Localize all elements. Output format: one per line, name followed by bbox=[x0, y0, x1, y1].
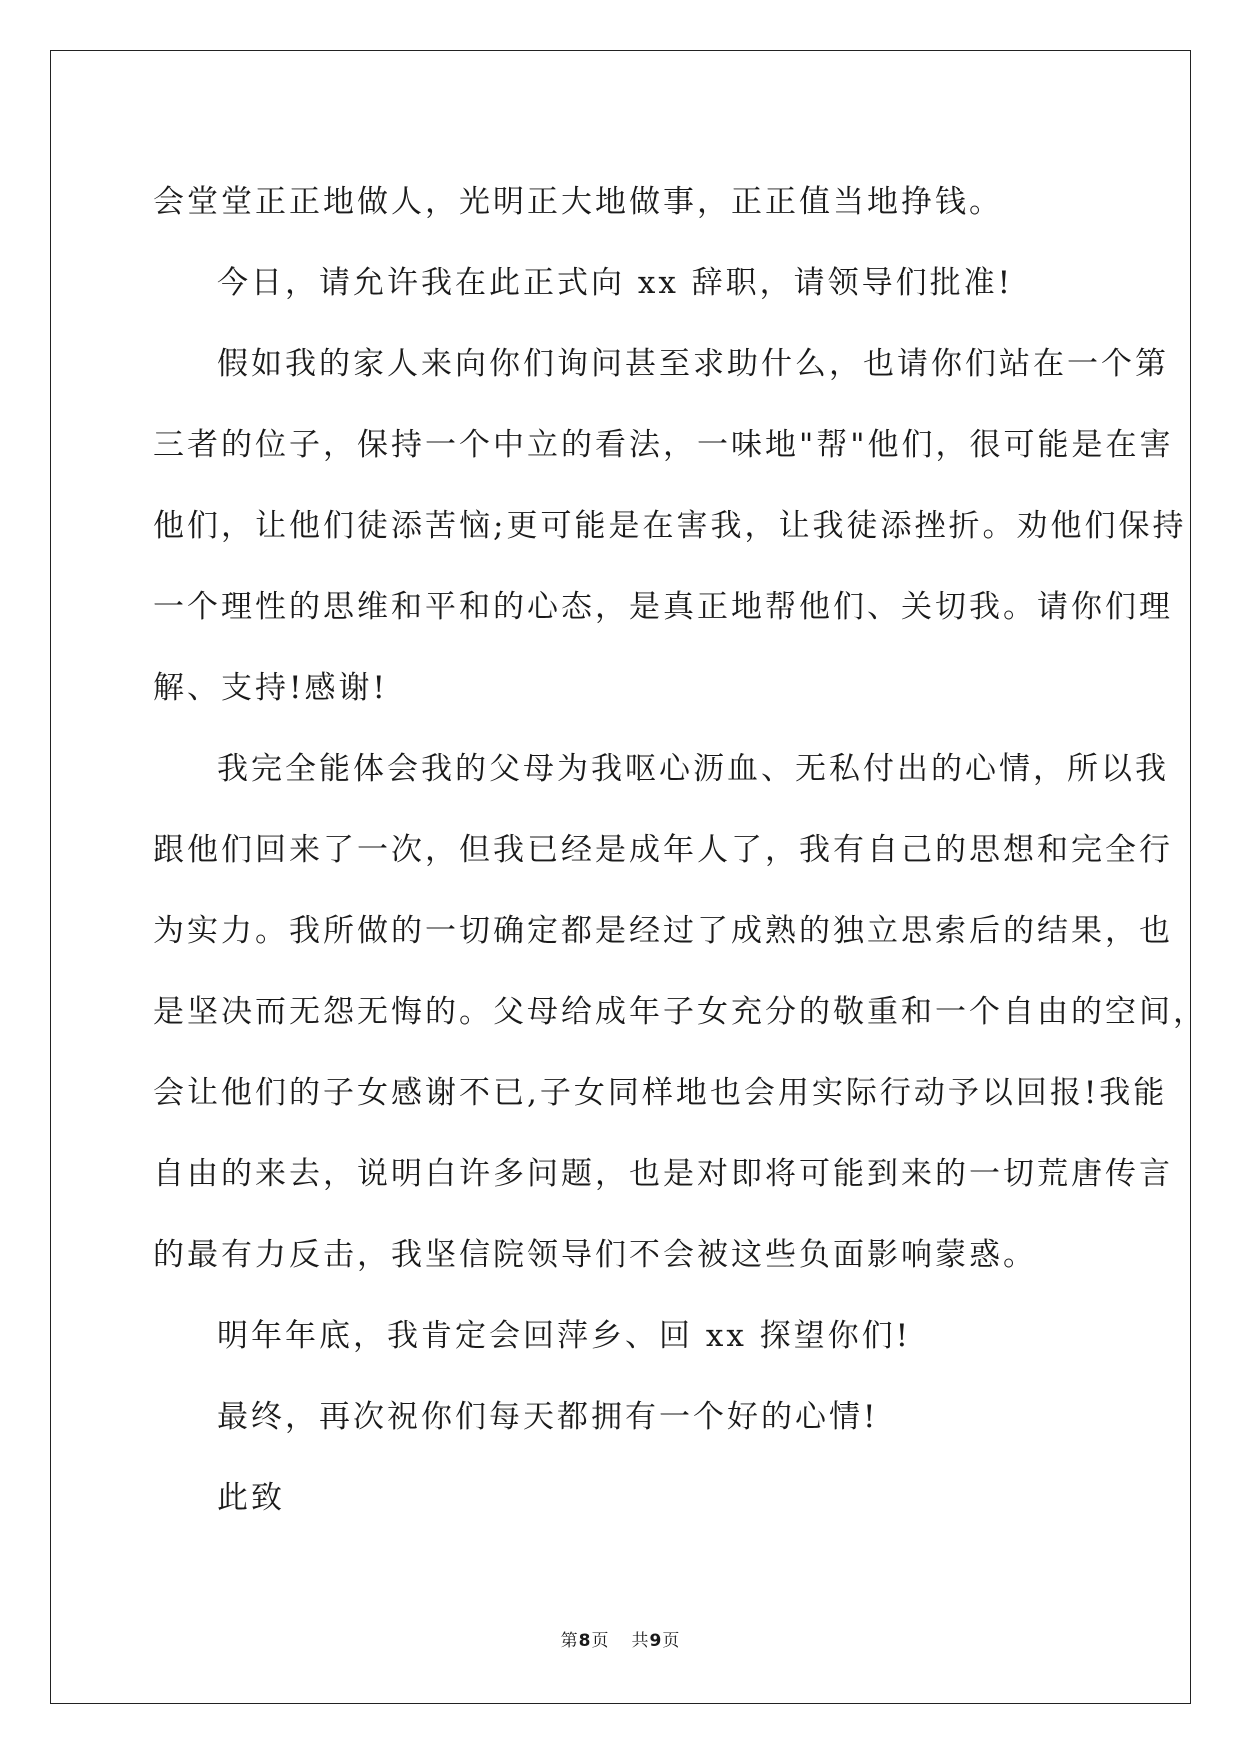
text-line: 今日，请允许我在此正式向 xx 辞职，请领导们批准! bbox=[217, 265, 1014, 301]
text-line: 明年年底，我肯定会回萍乡、回 xx 探望你们! bbox=[217, 1318, 912, 1354]
page-footer bbox=[0, 1626, 1241, 1651]
text-line: 他们，让他们徒添苦恼;更可能是在害我，让我徒添挫折。劝他们保持 bbox=[153, 508, 1187, 544]
text-line: 会让他们的子女感谢不已,子女同样地也会用实际行动予以回报!我能 bbox=[153, 1075, 1168, 1111]
page-prefix: 第 bbox=[560, 1631, 579, 1651]
text-line: 会堂堂正正地做人，光明正大地做事，正正值当地挣钱。 bbox=[153, 184, 1003, 220]
text-line: 假如我的家人来向你们询问甚至求助什么，也请你们站在一个第 bbox=[217, 346, 1169, 382]
text-line: 一个理性的思维和平和的心态，是真正地帮他们、关切我。请你们理 bbox=[153, 589, 1173, 625]
page-number: 8 bbox=[578, 1631, 592, 1651]
page-suffix: 页 bbox=[591, 1631, 610, 1651]
text-line: 为实力。我所做的一切确定都是经过了成熟的独立思索后的结果，也 bbox=[153, 913, 1173, 949]
text-line: 三者的位子，保持一个中立的看法，一味地"帮"他们，很可能是在害 bbox=[153, 427, 1174, 463]
text-line: 我完全能体会我的父母为我呕心沥血、无私付出的心情，所以我 bbox=[217, 751, 1169, 787]
text-line: 跟他们回来了一次，但我已经是成年人了，我有自己的思想和完全行 bbox=[153, 832, 1173, 868]
total-pages: 9 bbox=[649, 1631, 663, 1651]
text-line: 自由的来去，说明白许多问题，也是对即将可能到来的一切荒唐传言 bbox=[153, 1156, 1173, 1192]
total-prefix: 共 bbox=[631, 1631, 650, 1651]
total-suffix: 页 bbox=[662, 1631, 681, 1651]
text-line: 最终，再次祝你们每天都拥有一个好的心情! bbox=[217, 1399, 879, 1435]
text-line: 此致 bbox=[217, 1480, 285, 1516]
text-line: 的最有力反击，我坚信院领导们不会被这些负面影响蒙惑。 bbox=[153, 1237, 1037, 1273]
text-line: 解、支持!感谢! bbox=[153, 670, 388, 706]
text-line: 是坚决而无怨无悔的。父母给成年子女充分的敬重和一个自由的空间， bbox=[153, 994, 1207, 1030]
document-body bbox=[153, 162, 1207, 1539]
